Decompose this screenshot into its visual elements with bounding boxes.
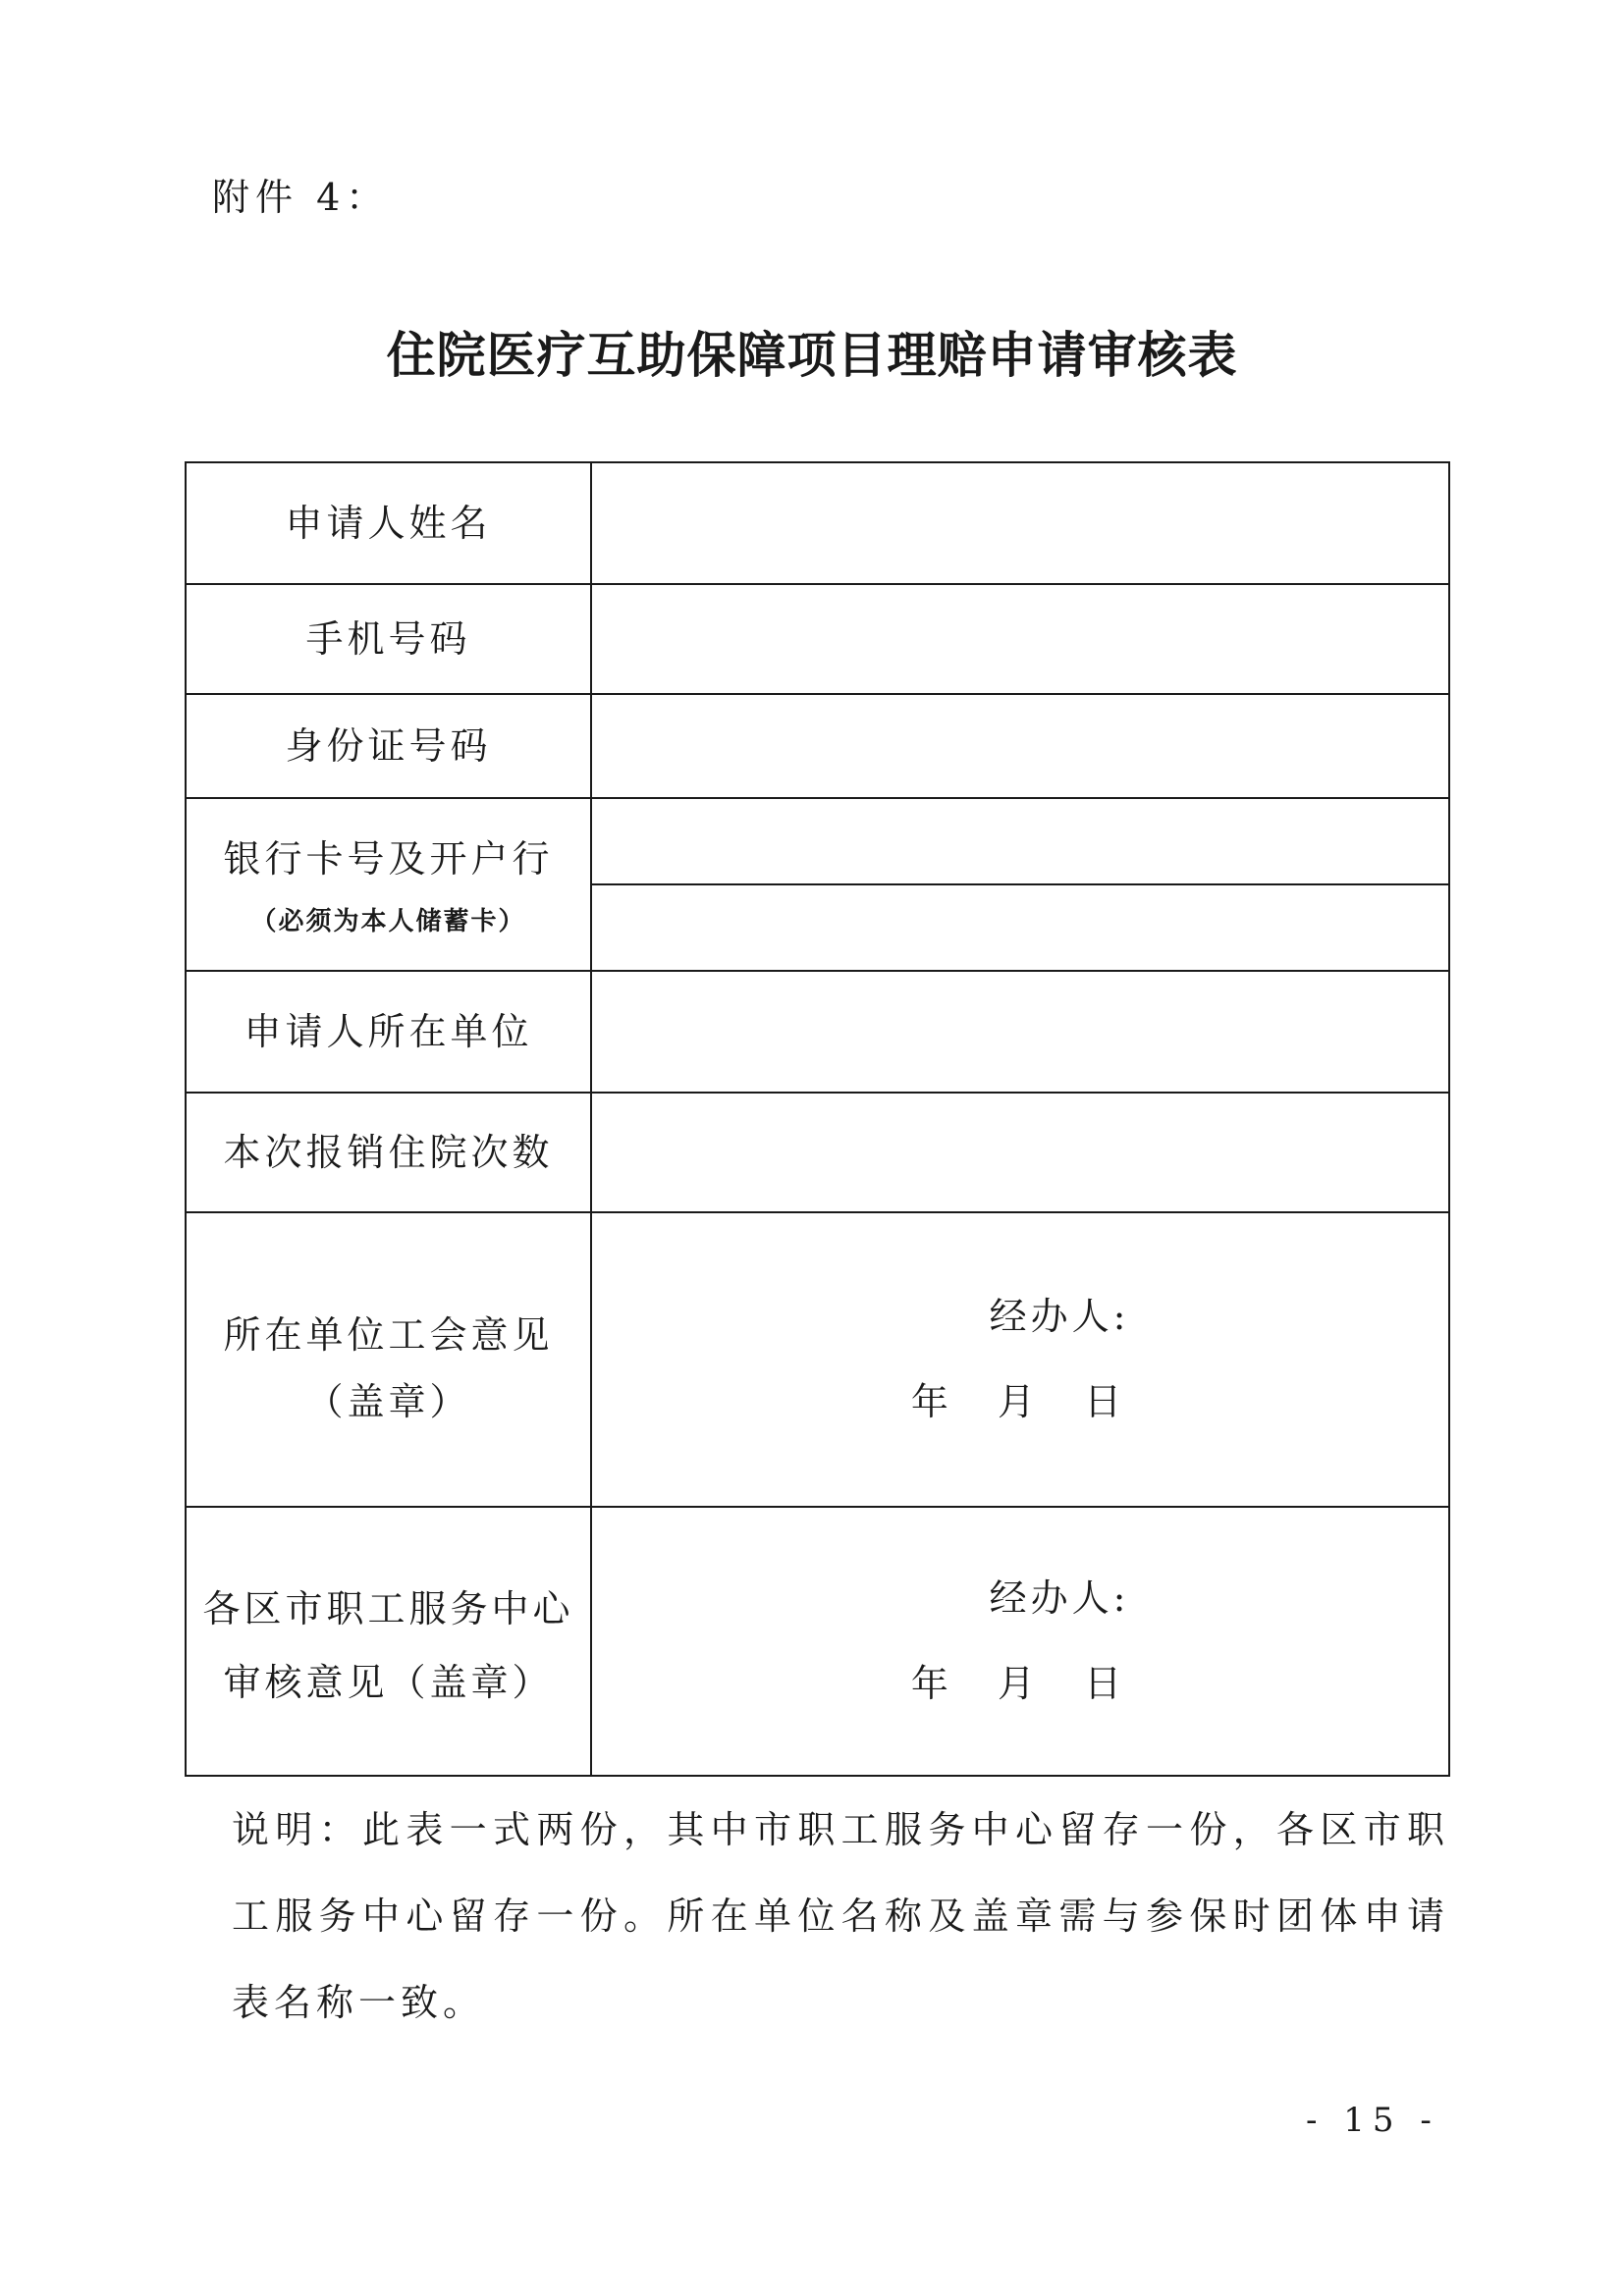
- explanation-note: 说明：此表一式两份，其中市职工服务中心留存一份，各区市职工服务中心留存一份。所在单位名称及盖章需与参保时团体申请表名称一致。: [232, 1808, 1449, 2024]
- row-union-opinion: [186, 1212, 1449, 1507]
- row-bank-card: [186, 798, 1449, 884]
- label-employer: 申请人所在单位: [186, 971, 591, 1093]
- field-bank-name[interactable]: [591, 884, 1449, 971]
- field-bank-card-number[interactable]: [591, 798, 1449, 884]
- row-id-number: [186, 694, 1449, 798]
- bank-card-note: （必须为本人储蓄卡）: [250, 907, 526, 936]
- field-union-opinion[interactable]: [591, 1212, 1449, 1507]
- field-center-opinion[interactable]: [591, 1507, 1449, 1776]
- field-applicant-name[interactable]: [591, 462, 1449, 584]
- row-employer: [186, 971, 1449, 1093]
- center-date-label: 年 月 日: [910, 1662, 1130, 1705]
- page-number: - 15 -: [1306, 2101, 1439, 2140]
- row-center-opinion: [186, 1507, 1449, 1776]
- label-id-number: 身份证号码: [186, 694, 591, 798]
- row-hospital-visits: [186, 1093, 1449, 1212]
- field-id-number[interactable]: [591, 694, 1449, 798]
- union-handler-label: 经办人:: [989, 1294, 1130, 1338]
- label-center-opinion: 各区市职工服务中心 审核意见（盖章）: [186, 1507, 591, 1776]
- center-handler-label: 经办人:: [989, 1575, 1130, 1620]
- attachment-label: 附件 4：: [212, 176, 390, 219]
- row-phone-number: [186, 584, 1449, 694]
- label-phone-number: 手机号码: [186, 584, 591, 694]
- field-employer[interactable]: [591, 971, 1449, 1093]
- claim-application-table: [185, 461, 1450, 1777]
- field-hospital-visits[interactable]: [591, 1093, 1449, 1212]
- label-hospital-visits: 本次报销住院次数: [186, 1093, 591, 1212]
- label-bank-card: 银行卡号及开户行 （必须为本人储蓄卡）: [186, 798, 591, 971]
- union-date-label: 年 月 日: [910, 1380, 1130, 1423]
- form-title: 住院医疗互助保障项目理赔申请审核表: [386, 327, 1238, 384]
- label-applicant-name: 申请人姓名: [186, 462, 591, 584]
- row-applicant-name: [186, 462, 1449, 584]
- label-union-opinion: 所在单位工会意见 （盖章）: [186, 1212, 591, 1507]
- field-phone-number[interactable]: [591, 584, 1449, 694]
